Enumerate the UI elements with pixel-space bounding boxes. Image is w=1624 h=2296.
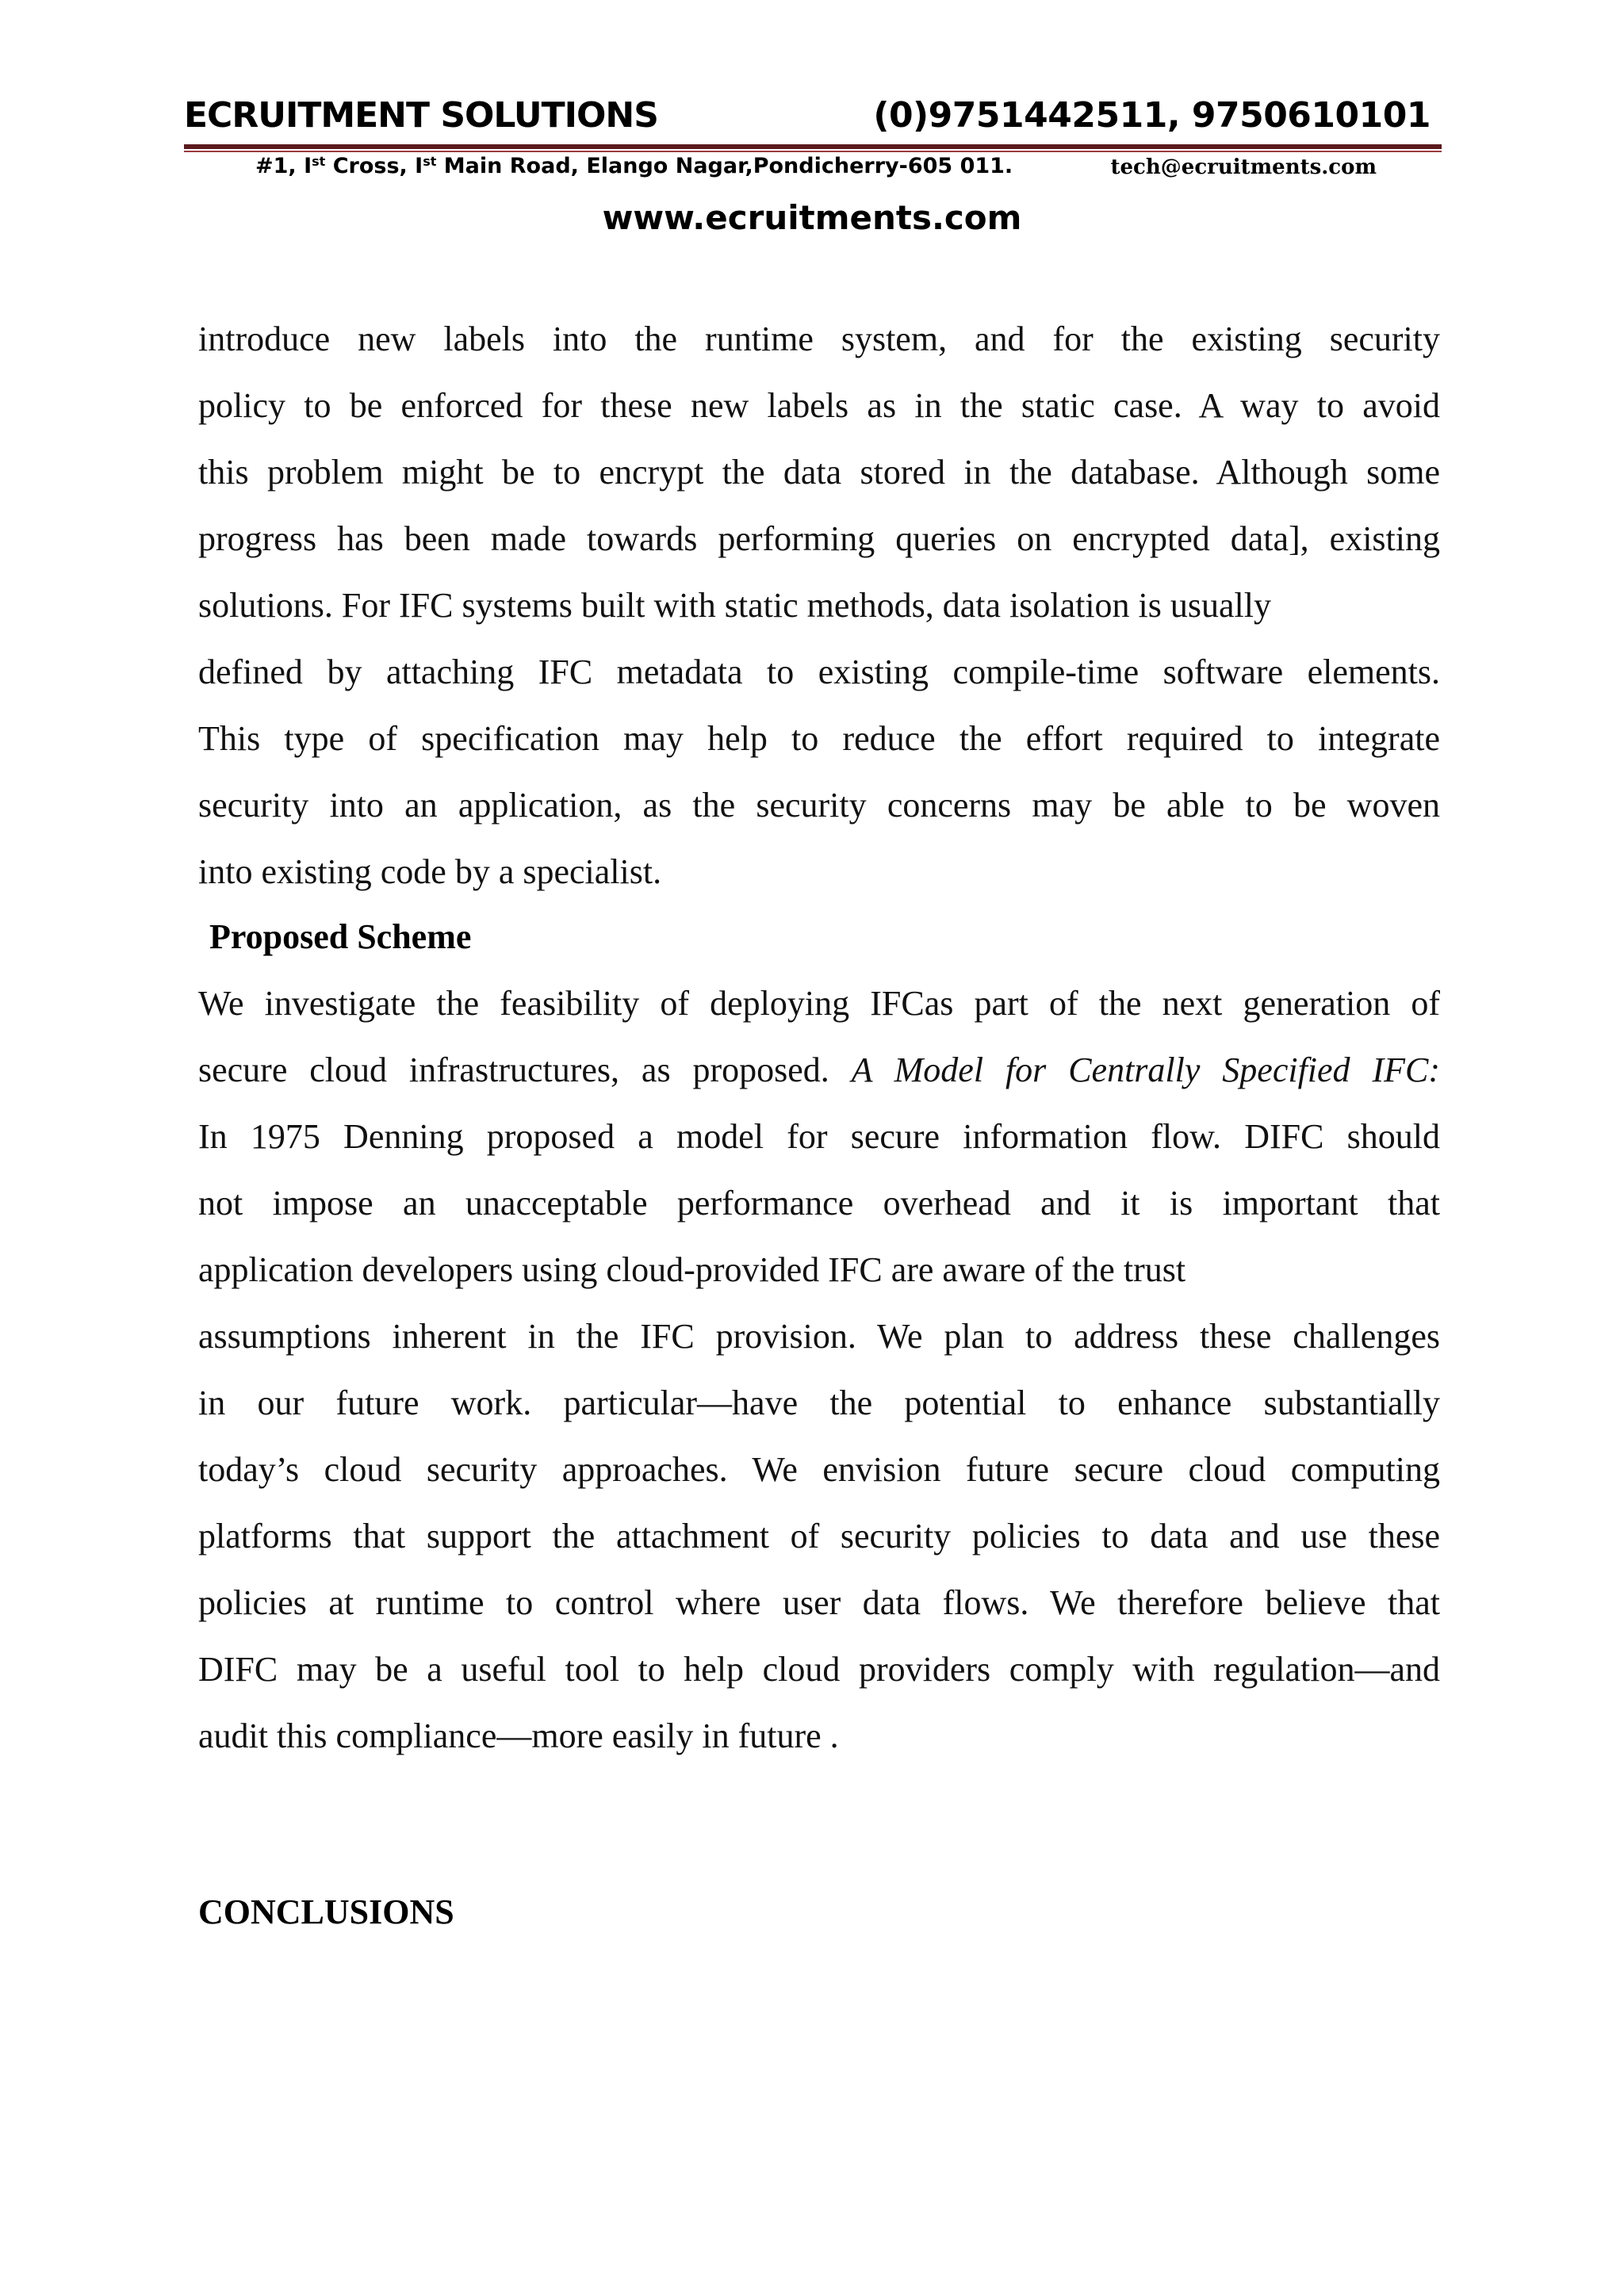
paragraph-line: in our future work. particular—have the potential to enhance substantially <box>198 1383 1440 1422</box>
company-website: www.ecruitments.com <box>602 198 1022 237</box>
paragraph-line: progress has been made towards performing queries on encrypted data], existing <box>198 519 1440 558</box>
address-part: Cross, I <box>325 154 423 178</box>
intro-paragraph <box>198 306 1440 905</box>
paragraph-line: security into an application, as the security concerns may be able to be woven <box>198 786 1440 825</box>
paragraph-line: not impose an unacceptable performance overhead and it is important that <box>198 1184 1440 1223</box>
conclusions-heading: CONCLUSIONS <box>198 1892 454 1931</box>
address-superscript: st <box>312 154 326 169</box>
address-part: Main Road, Elango Nagar,Pondicherry-605 011. <box>436 154 1013 178</box>
header-rule-thin <box>184 151 1442 152</box>
paragraph-line: policies at runtime to control where user data flows. We therefore believe that <box>198 1583 1440 1622</box>
paragraph-line: this problem might be to encrypt the data stored in the database. Although some <box>198 453 1440 492</box>
paragraph-line: application developers using cloud-provided IFC are aware of the trust <box>198 1250 1186 1289</box>
paragraph-line: assumptions inherent in the IFC provision. We plan to address these challenges <box>198 1317 1440 1356</box>
company-email: tech@ecruitments.com <box>1110 155 1377 179</box>
company-name: ECRUITMENT SOLUTIONS <box>184 95 658 136</box>
paragraph-line: defined by attaching IFC metadata to existing compile-time software elements. <box>198 652 1440 691</box>
paragraph-line: We investigate the feasibility of deploying IFCas part of the next generation of <box>198 984 1440 1023</box>
paragraph-line: In 1975 Denning proposed a model for secure information flow. DIFC should <box>198 1117 1440 1156</box>
proposed-scheme-heading: Proposed Scheme <box>209 917 472 956</box>
paragraph-line: This type of specification may help to reduce the effort required to integrate <box>198 719 1440 758</box>
paragraph-line-mixed <box>198 1037 1440 1104</box>
paragraph-line: solutions. For IFC systems built with static methods, data isolation is usually <box>198 586 1271 625</box>
company-phone: (0)9751442511, 9750610101 <box>873 95 1431 136</box>
address-superscript: st <box>423 154 437 169</box>
address-part: #1, I <box>255 154 312 178</box>
header-rule <box>184 144 1442 149</box>
paragraph-line: platforms that support the attachment of security policies to data and use these <box>198 1517 1440 1556</box>
paragraph-line: today’s cloud security approaches. We envision future secure cloud computing <box>198 1450 1440 1489</box>
model-title-italic: A Model for Centrally Specified IFC: <box>851 1050 1440 1089</box>
paragraph-line: introduce new labels into the runtime system, and for the existing security <box>198 320 1440 358</box>
company-address <box>255 154 1013 178</box>
paragraph-line: audit this compliance—more easily in future . <box>198 1716 839 1755</box>
paragraph-line: into existing code by a specialist. <box>198 852 662 891</box>
proposed-scheme-paragraph <box>198 970 1440 1770</box>
line-regular-text: secure cloud infrastructures, as proposed. <box>198 1050 852 1089</box>
paragraph-line: policy to be enforced for these new labels as in the static case. A way to avoid <box>198 386 1440 425</box>
paragraph-line: DIFC may be a useful tool to help cloud providers comply with regulation—and <box>198 1650 1440 1689</box>
